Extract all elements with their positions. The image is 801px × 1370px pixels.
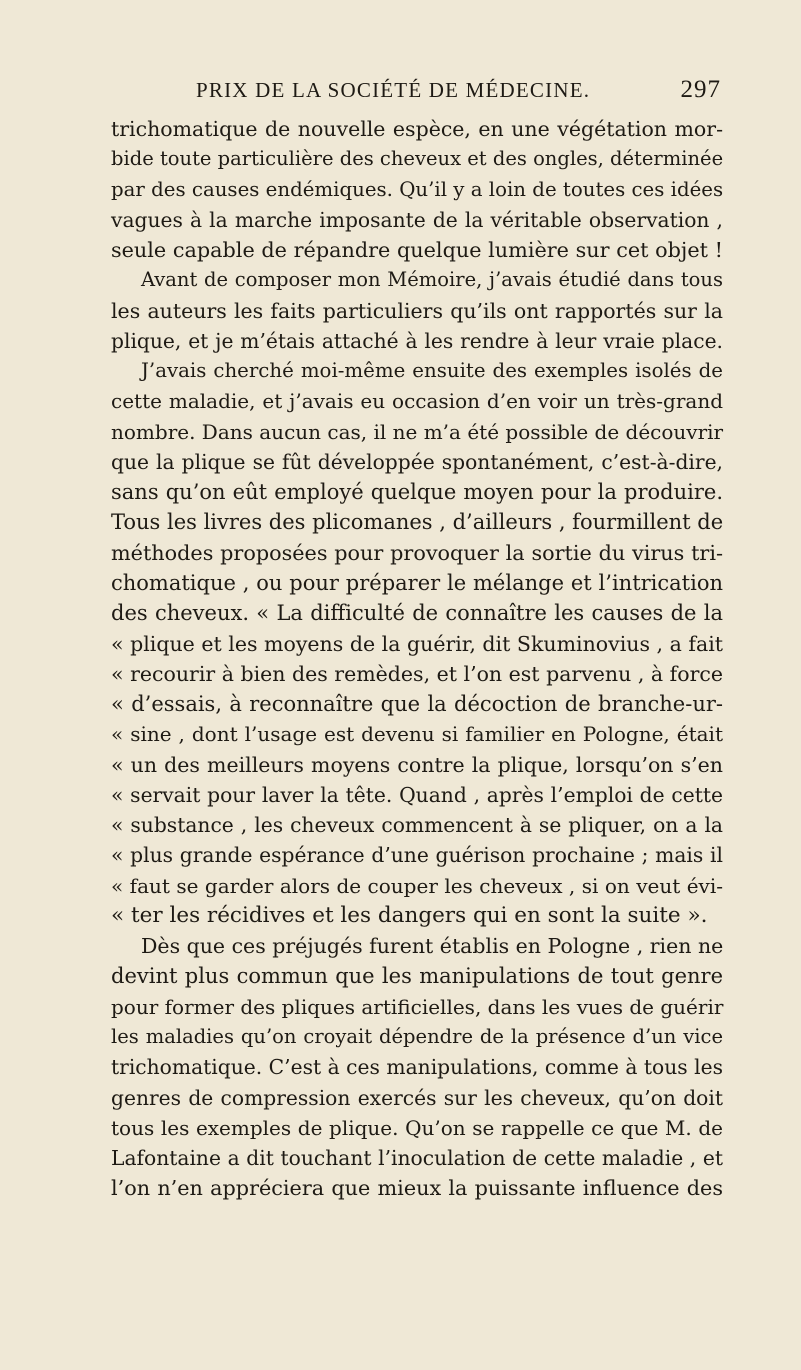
text-line: « servait pour laver la tête. Quand , après l’emploi de cette bbox=[111, 782, 723, 807]
text-line: « faut se garder alors de couper les cheveux , si on veut évi- bbox=[111, 873, 723, 898]
text-line: genres de compression exercés sur les cheveux, qu’on doit bbox=[111, 1085, 723, 1110]
text-line: « sine , dont l’usage est devenu si familier en Pologne, était bbox=[111, 722, 723, 747]
text-line: nombre. Dans aucun cas, il ne m’a été possible de découvrir bbox=[111, 419, 724, 444]
text-line: Dès que ces préjugés furent établis en Pologne , rien ne bbox=[141, 934, 724, 959]
running-head-title: PRIX DE LA SOCIÉTÉ DE MÉDECINE. bbox=[196, 78, 591, 102]
body-text bbox=[111, 114, 723, 1204]
text-line: des cheveux. « La difficulté de connaître les causes de la bbox=[111, 601, 723, 626]
text-line: trichomatique de nouvelle espèce, en une végétation mor- bbox=[111, 117, 723, 141]
text-line: pour former des pliques artificielles, dans les vues de guérir bbox=[111, 994, 724, 1019]
text-line: devint plus commun que les manipulations de tout genre bbox=[111, 964, 723, 989]
text-line: « ter les récidives et les dangers qui en sont la suite ». bbox=[111, 902, 708, 928]
text-line: « recourir à bien des remèdes, et l’on est parvenu , à force bbox=[111, 661, 723, 686]
page-number: 297 bbox=[680, 76, 721, 103]
text-line: « plique et les moyens de la guérir, dit Skuminovius , a fait bbox=[111, 631, 723, 656]
text-line: par des causes endémiques. Qu’il y a loin de toutes ces idées bbox=[111, 177, 724, 201]
text-line: « substance , les cheveux commencent à se pliquer, on a la bbox=[111, 813, 723, 838]
text-line: tous les exemples de plique. Qu’on se rappelle ce que M. de bbox=[111, 1115, 723, 1140]
text-line: vagues à la marche imposante de la véritable observation , bbox=[111, 207, 723, 232]
text-line: les maladies qu’on croyait dépendre de la présence d’un vice bbox=[111, 1024, 723, 1048]
text-line: trichomatique. C’est à ces manipulations, comme à tous les bbox=[111, 1055, 723, 1080]
text-line: sans qu’on eût employé quelque moyen pour la produire. bbox=[111, 480, 723, 505]
text-line: cette maladie, et j’avais eu occasion d’en voir un très-grand bbox=[111, 389, 723, 414]
text-line: méthodes proposées pour provoquer la sortie du virus tri- bbox=[111, 540, 723, 565]
text-line: Avant de composer mon Mémoire, j’avais étudié dans tous bbox=[141, 268, 723, 292]
text-line: que la plique se fût développée spontanément, c’est-à-dire, bbox=[111, 449, 723, 474]
text-line: Lafontaine a dit touchant l’inoculation de cette maladie , et bbox=[111, 1146, 723, 1171]
text-line: Tous les livres des plicomanes , d’ailleurs , fourmillent de bbox=[111, 510, 724, 535]
text-line: « d’essais, à reconnaître que la décoction de branche-ur- bbox=[111, 692, 723, 717]
text-line: l’on n’en appréciera que mieux la puissante influence des bbox=[111, 1176, 723, 1201]
running-head bbox=[196, 76, 721, 110]
text-line: bide toute particulière des cheveux et des ongles, déterminée bbox=[111, 147, 724, 171]
text-line: les auteurs les faits particuliers qu’ils ont rapportés sur la bbox=[111, 298, 723, 323]
text-line: « plus grande espérance d’une guérison prochaine ; mais il bbox=[111, 843, 723, 868]
text-line: « un des meilleurs moyens contre la plique, lorsqu’on s’en bbox=[111, 752, 723, 777]
text-line: chomatique , ou pour préparer le mélange et l’intrication bbox=[111, 570, 723, 595]
text-line: J’avais cherché moi-même ensuite des exemples isolés de bbox=[141, 359, 723, 383]
text-line: seule capable de répandre quelque lumière sur cet objet ! bbox=[111, 238, 723, 263]
text-line: plique, et je m’étais attaché à les rendre à leur vraie place. bbox=[111, 328, 723, 353]
